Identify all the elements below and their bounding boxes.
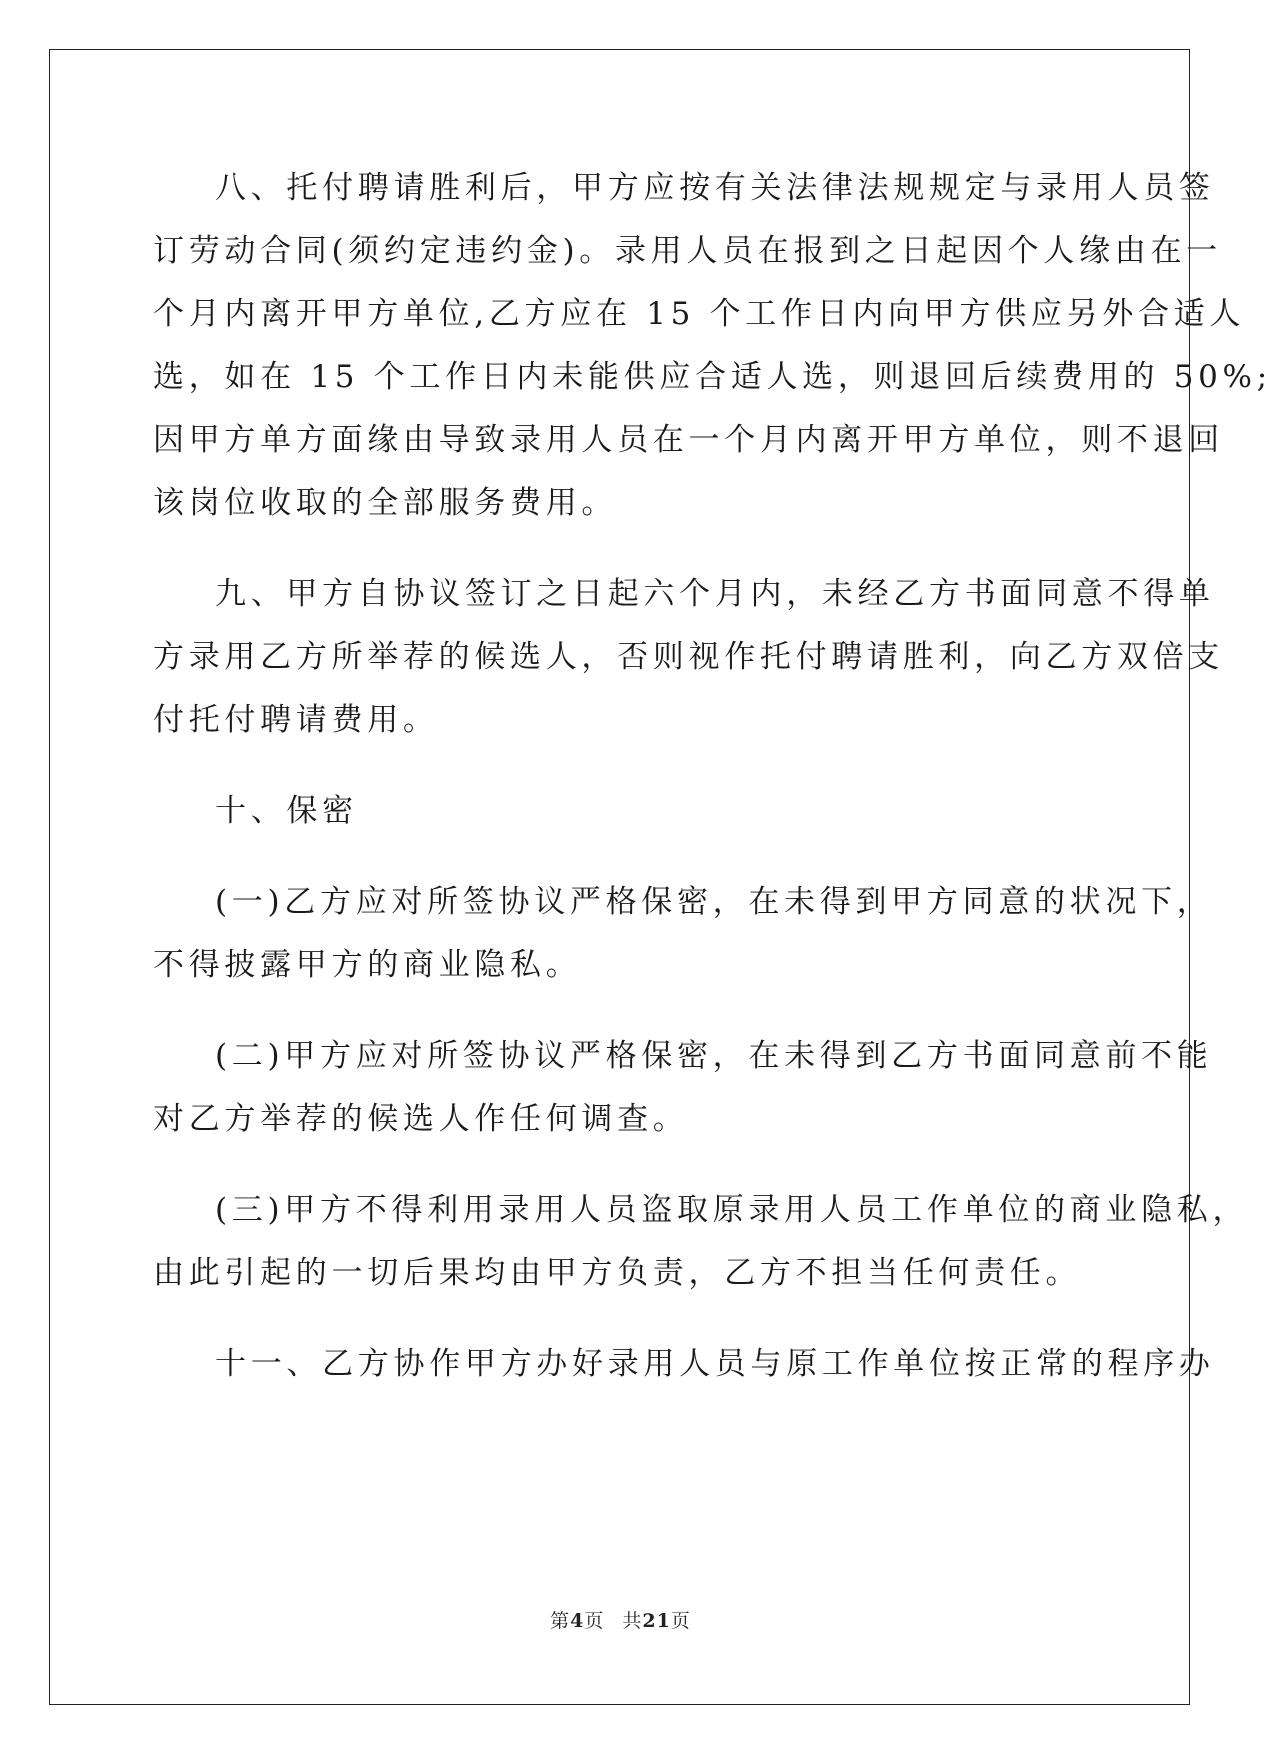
paragraph-article-11 (153, 1333, 1215, 1396)
text-line: 因甲方单方面缘由导致录用人员在一个月内离开甲方单位，则不退回 (153, 422, 1224, 458)
text-line: 对乙方举荐的候选人作任何调查。 (153, 1101, 689, 1137)
text-line: (一)乙方应对所签协议严格保密，在未得到甲方同意的状况下， (215, 884, 1213, 920)
text-line: 十一、乙方协作甲方办好录用人员与原工作单位按正常的程序办 (215, 1346, 1215, 1382)
total-prefix: 共 (622, 1610, 643, 1632)
text-line: 选，如在 15 个工作日内未能供应合适人选，则退回后续费用的 50%; (153, 359, 1272, 395)
text-line: 九、甲方自协议签订之日起六个月内，未经乙方书面同意不得单 (215, 576, 1215, 612)
section-heading: 十、保密 (215, 793, 358, 829)
page-number: 4 (570, 1610, 585, 1632)
page-prefix: 第 (550, 1610, 571, 1632)
text-line: 不得披露甲方的商业隐私。 (153, 947, 582, 983)
total-suffix: 页 (670, 1610, 691, 1632)
document-body (153, 157, 1272, 1424)
text-line: 八、托付聘请胜利后，甲方应按有关法律法规规定与录用人员签 (215, 170, 1215, 206)
paragraph-article-9 (153, 563, 1224, 752)
paragraph-article-10-clause-2 (153, 1025, 1213, 1151)
paragraph-article-10-clause-1 (153, 871, 1213, 997)
text-line: 由此引起的一切后果均由甲方负责，乙方不担当任何责任。 (153, 1255, 1082, 1291)
paragraph-article-10-clause-3 (153, 1179, 1249, 1305)
text-line: (三)甲方不得利用录用人员盗取原录用人员工作单位的商业隐私， (215, 1192, 1249, 1228)
page-footer (0, 1606, 1241, 1633)
text-line: 个月内离开甲方单位,乙方应在 15 个工作日内向甲方供应另外合适人 (153, 296, 1246, 332)
text-line: 该岗位收取的全部服务费用。 (153, 485, 618, 521)
text-line: 订劳动合同(须约定违约金)。录用人员在报到之日起因个人缘由在一 (153, 233, 1222, 269)
total-pages: 21 (642, 1610, 671, 1632)
text-line: (二)甲方应对所签协议严格保密，在未得到乙方书面同意前不能 (215, 1038, 1213, 1074)
page-suffix: 页 (584, 1610, 605, 1632)
paragraph-article-8 (153, 157, 1272, 535)
text-line: 付托付聘请费用。 (153, 702, 439, 738)
text-line: 方录用乙方所举荐的候选人，否则视作托付聘请胜利，向乙方双倍支 (153, 639, 1224, 675)
paragraph-article-10-heading (153, 780, 1091, 843)
